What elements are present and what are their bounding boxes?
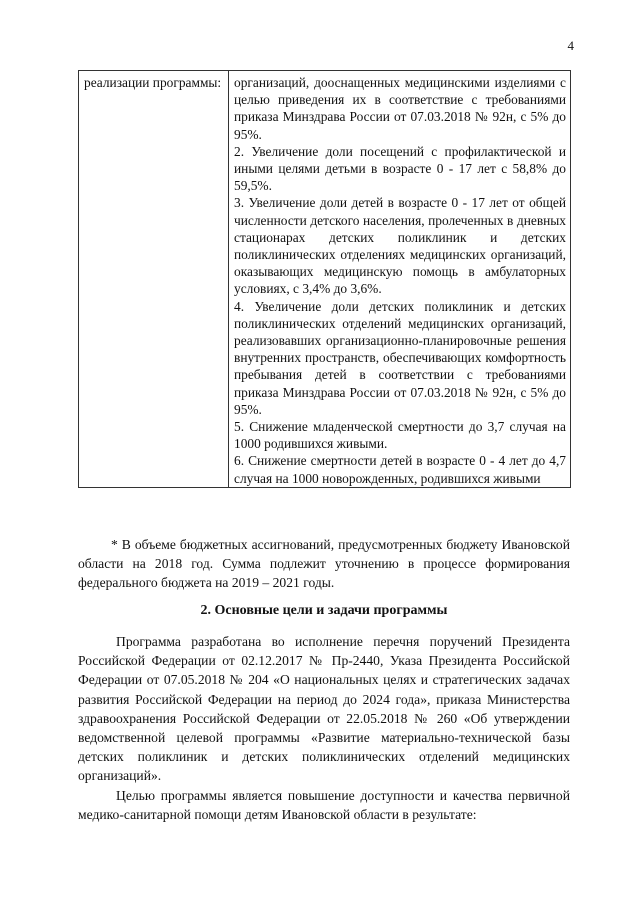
table-value-cell xyxy=(229,71,571,488)
program-targets-table xyxy=(78,70,571,488)
page-number: 4 xyxy=(567,38,574,53)
target-item: организаций, дооснащенных медицинскими изделиями с целью приведения их в соответствие с требованиями приказа Минздрава России от 07.03.2018 № 92н, с 5% до 95%. xyxy=(234,75,566,142)
target-item: 3. Увеличение доли детей в возрасте 0 - 17 лет от общей численности детского населения, пролеченных в дневных стационарах детских поликлиник и детских поликлинических отделениях медицинских организаций, оказывающих медицинскую помощь в амбулаторных условиях, с 3,4% до 3,6%. xyxy=(234,195,566,297)
target-item: 2. Увеличение доли посещений с профилактической и иными целями детьми в возрасте 0 - 17 лет с 58,8% до 59,5%. xyxy=(234,143,566,194)
table-label-cell: реализации программы: xyxy=(79,71,229,488)
section-title: 2. Основные цели и задачи программы xyxy=(200,603,448,618)
target-item: 6. Снижение смертности детей в возрасте 0 - 4 лет до 4,7 случая на 1000 новорожденных, родившихся живыми xyxy=(234,453,566,486)
target-item: 5. Снижение младенческой смертности до 3,7 случая на 1000 родившихся живыми. xyxy=(234,419,566,452)
paragraph: Программа разработана во исполнение перечня поручений Президента Российской Федерации от 02.12.2017 № Пр-2440, Указа Президента Российской Федерации от 07.05.2018 № 204 «О национальных целях и стратегических задачах развития Российской Федерации на период до 2024 года», приказа Министерства здравоохранения Российской Федерации от 22.05.2018 № 260 «Об утверждении ведомственной целевой программы «Развитие материально-технической базы детских поликлиник и детских поликлинических отделений медицинских организаций». xyxy=(78,634,570,784)
table-row xyxy=(79,71,571,488)
footnote: * В объеме бюджетных ассигнований, предусмотренных бюджету Ивановской области на 2018 год. Сумма подлежит уточнению в процессе формирования федерального бюджета на 2019 – 2021 годы. xyxy=(78,537,570,590)
body-text xyxy=(78,632,570,824)
target-item: 4. Увеличение доли детских поликлиник и детских поликлинических отделений медицинских организаций, реализовавших организационно-планировочные решения внутренних пространств, обеспечивающих комфортность пребывания детей в соответствии с требованиями приказа Минздрава России от 07.03.2018 № 92н, с 5% до 95%. xyxy=(234,298,566,417)
paragraph: Целью программы является повышение доступности и качества первичной медико-санитарной помощи детям Ивановской области в результате: xyxy=(78,787,570,822)
